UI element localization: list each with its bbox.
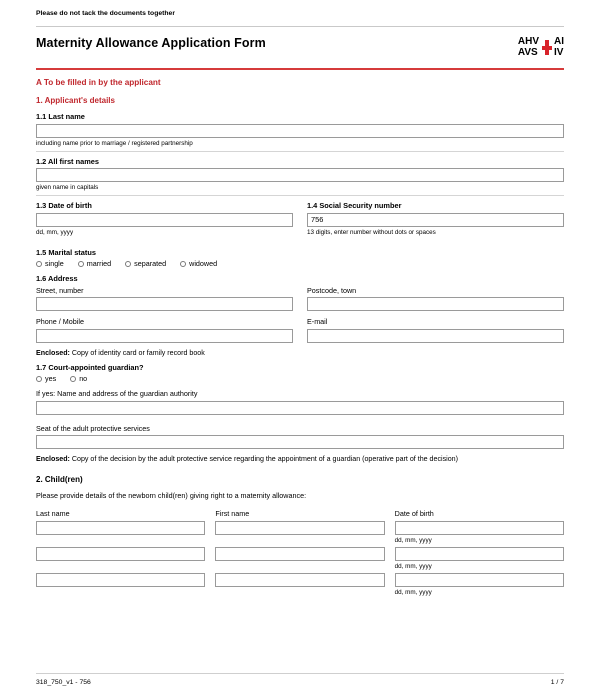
dob-group	[36, 201, 293, 236]
radio-label: single	[45, 259, 64, 268]
radio-circle-icon	[36, 376, 42, 382]
label-guardian-authority: If yes: Name and address of the guardian authority	[36, 389, 198, 398]
guardian-radio-group[interactable]	[36, 374, 564, 383]
child-dob-input[interactable]	[395, 547, 564, 561]
logo-line-iv: IV	[554, 46, 564, 58]
spacer	[36, 236, 564, 248]
child-first-name-cell	[215, 573, 384, 597]
guardian-authority-input[interactable]	[36, 401, 564, 415]
column-header-first-name: First name	[215, 509, 250, 518]
spacer-hint	[36, 563, 205, 571]
radio-circle-icon	[36, 261, 42, 267]
postcode-group	[307, 286, 564, 312]
footer-page-number: 1 / 7	[550, 679, 564, 686]
child-dob-input[interactable]	[395, 521, 564, 535]
email-input[interactable]	[307, 329, 564, 343]
address-row-1	[36, 286, 564, 312]
part-a-heading: A To be filled in by the applicant	[36, 78, 161, 87]
address-row-2	[36, 317, 564, 343]
email-group	[307, 317, 564, 343]
label-street: Street, number	[36, 285, 84, 295]
date-of-birth-input[interactable]	[36, 213, 293, 227]
radio-widowed[interactable]	[180, 259, 217, 268]
hint-last-name: including name prior to marriage / registered partnership	[36, 139, 193, 147]
radio-label: yes	[45, 374, 57, 383]
ssn-group	[307, 201, 564, 236]
spacer-hint	[36, 537, 205, 545]
adult-protective-seat-input[interactable]	[36, 435, 564, 449]
marital-status-radio-group[interactable]	[36, 259, 564, 268]
label-first-names: 1.2 All first names	[36, 156, 99, 166]
child-first-name-input[interactable]	[215, 573, 384, 587]
radio-circle-icon	[70, 376, 76, 382]
logo-line-ai: AI	[554, 36, 564, 47]
label-social-security-number: 1.4 Social Security number	[307, 201, 402, 210]
radio-circle-icon	[180, 261, 186, 267]
label-adult-protective-seat: Seat of the adult protective services	[36, 423, 150, 433]
hint-date-of-birth: dd, mm, yyyy	[36, 228, 74, 236]
radio-circle-icon	[78, 261, 84, 267]
table-row	[36, 573, 564, 597]
child-dob-cell	[395, 573, 564, 597]
child-dob-input[interactable]	[395, 573, 564, 587]
top-note: Please do not tack the documents together	[36, 10, 175, 17]
children-table-header	[36, 509, 564, 518]
phone-mobile-input[interactable]	[36, 329, 293, 343]
enclosed-text: Copy of the decision by the adult protective service regarding the appointment of a guardian (operative part of the decision)	[71, 455, 458, 463]
page-title: Maternity Allowance Application Form	[36, 36, 266, 50]
hint-child-dob: dd, mm, yyyy	[394, 537, 432, 544]
column-header-last-name: Last name	[36, 509, 70, 518]
label-address: 1.6 Address	[36, 274, 78, 283]
enclosed-note-2	[36, 455, 564, 463]
radio-circle-icon	[125, 261, 131, 267]
radio-label: separated	[134, 259, 167, 268]
radio-label: widowed	[189, 259, 218, 268]
child-dob-cell	[395, 547, 564, 571]
spacer	[36, 463, 564, 475]
logo-text-right	[554, 37, 564, 58]
enclosed-text: Copy of identity card or family record book	[71, 348, 205, 357]
child-first-name-input[interactable]	[215, 547, 384, 561]
section-1-heading: 1. Applicant's details	[36, 96, 115, 105]
hint-social-security-number: 13 digits, enter number without dots or spaces	[307, 228, 436, 236]
swiss-cross-icon	[541, 37, 552, 58]
label-email: E-mail	[307, 317, 328, 326]
footer-form-id: 318_750_v1 - 756	[36, 679, 91, 686]
divider	[36, 151, 564, 152]
logo-line-avs: AVS	[517, 46, 538, 58]
child-last-name-input[interactable]	[36, 521, 205, 535]
enclosed-label: Enclosed:	[36, 348, 70, 357]
child-last-name-input[interactable]	[36, 547, 205, 561]
label-marital-status: 1.5 Marital status	[36, 247, 96, 257]
spacer-hint	[215, 563, 384, 571]
section-2-heading: 2. Child(ren)	[36, 475, 83, 484]
ahv-avs-logo	[518, 37, 564, 58]
enclosed-note-1	[36, 349, 564, 357]
child-first-name-input[interactable]	[215, 521, 384, 535]
radio-label: married	[86, 259, 112, 268]
hint-first-names: given name in capitals	[36, 184, 99, 191]
child-dob-cell	[395, 521, 564, 545]
page-footer	[36, 673, 564, 686]
document-header	[36, 26, 564, 70]
hint-child-dob: dd, mm, yyyy	[394, 563, 432, 570]
label-phone-mobile: Phone / Mobile	[36, 317, 84, 326]
hint-child-dob: dd, mm, yyyy	[394, 589, 432, 596]
logo-line-ahv: AHV	[517, 36, 539, 47]
child-first-name-cell	[215, 521, 384, 545]
child-last-name-cell	[36, 521, 205, 545]
radio-married[interactable]	[78, 259, 111, 268]
radio-guardian-yes[interactable]	[36, 374, 56, 383]
last-name-input[interactable]	[36, 124, 564, 138]
dob-ssn-row	[36, 201, 564, 236]
label-date-of-birth: 1.3 Date of birth	[36, 201, 92, 210]
child-first-name-cell	[215, 547, 384, 571]
table-row	[36, 547, 564, 571]
divider	[36, 195, 564, 196]
section-2-intro: Please provide details of the newborn child(ren) giving right to a maternity allowance:	[36, 491, 307, 500]
spacer	[36, 415, 564, 424]
radio-single[interactable]	[36, 259, 64, 268]
street-input[interactable]	[36, 297, 293, 311]
spacer-hint	[36, 589, 205, 597]
first-names-input[interactable]	[36, 168, 564, 182]
label-postcode-town: Postcode, town	[307, 285, 357, 295]
enclosed-label: Enclosed:	[36, 455, 70, 463]
label-last-name: 1.1 Last name	[36, 112, 85, 121]
child-last-name-cell	[36, 573, 205, 597]
spacer-hint	[215, 537, 384, 545]
logo-text-left	[518, 37, 539, 58]
social-security-number-input[interactable]: 756	[307, 213, 564, 227]
label-court-appointed-guardian: 1.7 Court-appointed guardian?	[36, 362, 144, 372]
radio-label: no	[79, 374, 88, 383]
table-row	[36, 521, 564, 545]
child-last-name-cell	[36, 547, 205, 571]
phone-group	[36, 317, 293, 343]
radio-separated[interactable]	[125, 259, 166, 268]
postcode-town-input[interactable]	[307, 297, 564, 311]
street-group	[36, 286, 293, 312]
column-header-date-of-birth: Date of birth	[394, 509, 434, 518]
child-last-name-input[interactable]	[36, 573, 205, 587]
spacer-hint	[215, 589, 384, 597]
radio-guardian-no[interactable]	[70, 374, 87, 383]
